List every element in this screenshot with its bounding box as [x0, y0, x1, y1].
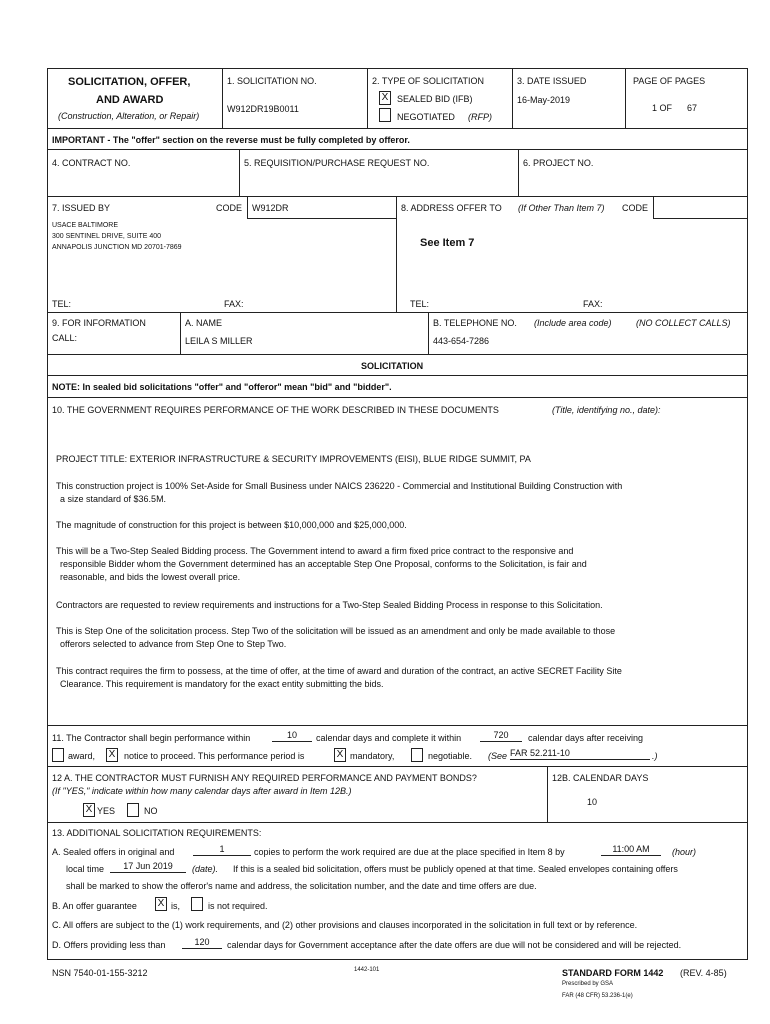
item-10-label-italic: (Title, identifying no., date):: [552, 405, 661, 415]
guarantee-is-checkbox[interactable]: X: [155, 897, 167, 911]
standard-form-rev: (REV. 4-85): [680, 968, 727, 978]
item-11-text1: 11. The Contractor shall begin performance within: [52, 733, 251, 743]
step-one-line1: This is Step One of the solicitation process. Step Two of the solicitation will be issued as an amendment and only be made available to those: [56, 626, 616, 636]
for-info-label-2: CALL:: [52, 333, 78, 343]
form-title-line2: AND AWARD: [96, 94, 164, 106]
review-text: Contractors are requested to review requirements and instructions for a Two-Step Sealed Bidding Process in response to this Solicitation.: [56, 600, 603, 610]
offer-fax-label: FAX:: [583, 299, 603, 309]
guarantee-isnot-label: is not required.: [208, 901, 268, 911]
project-no-label: 6. PROJECT NO.: [523, 158, 594, 168]
date-label: (date).: [192, 864, 219, 874]
solicitation-no-label: 1. SOLICITATION NO.: [227, 76, 317, 86]
page-of-value: 1 OF: [652, 103, 673, 113]
negotiable-label: negotiable.: [428, 751, 473, 761]
type-label: 2. TYPE OF SOLICITATION: [372, 76, 485, 86]
clearance-line2: Clearance. This requirement is mandatory for the exact entity submitting the bids.: [60, 679, 384, 689]
negotiated-checkbox[interactable]: [379, 108, 391, 122]
mandatory-label: mandatory,: [350, 751, 395, 761]
item-12a-label: 12 A. THE CONTRACTOR MUST FURNISH ANY REQUIRED PERFORMANCE AND PAYMENT BONDS?: [52, 773, 477, 783]
issuer-address-line3: ANNAPOLIS JUNCTION MD 20701-7869: [52, 244, 182, 251]
issuer-fax-label: FAX:: [224, 299, 244, 309]
prescribed-by: Prescribed by GSA: [562, 981, 614, 987]
item-12b-value: 10: [587, 797, 598, 807]
bonds-no-label: NO: [144, 806, 158, 816]
item-13a-text5: shall be marked to show the offeror's name and address, the solicitation number, and the date and time offers are due.: [66, 881, 537, 891]
telephone-value: 443-654-7286: [433, 336, 490, 346]
standard-form-name: STANDARD FORM 1442: [562, 968, 664, 978]
page-of-pages-label: PAGE OF PAGES: [633, 76, 706, 86]
issuer-address-line2: 300 SENTINEL DRIVE, SUITE 400: [52, 233, 162, 240]
issuer-address-line1: USACE BALTIMORE: [52, 222, 118, 229]
copies-field[interactable]: 1: [193, 843, 251, 856]
due-time-field[interactable]: 11:00 AM: [601, 843, 661, 856]
see-close: .): [652, 751, 658, 761]
acceptance-days-field[interactable]: 120: [182, 936, 222, 949]
solicitation-no-value: W912DR19B0011: [227, 104, 299, 114]
process-line1: This will be a Two-Step Sealed Bidding process. The Government intend to award a firm fixed price contract to the responsive and: [56, 546, 574, 556]
issued-code-value: W912DR: [252, 203, 289, 213]
item-13-label: 13. ADDITIONAL SOLICITATION REQUIREMENTS:: [52, 828, 262, 838]
start-days-field[interactable]: 10: [272, 729, 312, 742]
far-reference-field[interactable]: FAR 52.211-10: [510, 747, 650, 760]
clearance-line1: This contract requires the firm to possess, at the time of offer, at the time of award and duration of the contract, an active SECRET Facility Site: [56, 666, 622, 676]
no-collect-note: (NO COLLECT CALLS): [636, 318, 731, 328]
issued-code-label: CODE: [216, 203, 243, 213]
address-offer-code-label: CODE: [622, 203, 649, 213]
bonds-yes-checkbox[interactable]: X: [83, 803, 95, 817]
bonds-yes-label: YES: [97, 806, 116, 816]
nsn-number: NSN 7540-01-155-3212: [52, 968, 148, 978]
issuer-tel-label: TEL:: [52, 299, 72, 309]
address-offer-other: (If Other Than Item 7): [518, 203, 605, 213]
issued-by-label: 7. ISSUED BY: [52, 203, 111, 213]
item-13c-text: C. All offers are subject to the (1) work requirements, and (2) other provisions and clauses incorporated in the solicitation in full text or by reference.: [52, 920, 638, 930]
solicitation-heading: SOLICITATION: [361, 361, 424, 371]
guarantee-isnot-checkbox[interactable]: [191, 897, 203, 911]
form-frame: [47, 68, 748, 960]
negotiated-label: NEGOTIATED: [397, 112, 455, 122]
important-notice: IMPORTANT - The "offer" section on the reverse must be fully completed by offeror.: [52, 135, 410, 145]
form-title-line3: (Construction, Alteration, or Repair): [58, 111, 200, 121]
guarantee-is-label: is,: [171, 901, 180, 911]
contact-name-label: A. NAME: [185, 318, 223, 328]
setaside-line2: a size standard of $36.5M.: [60, 494, 167, 504]
award-label: award,: [68, 751, 96, 761]
item-13b-text1: B. An offer guarantee: [52, 901, 137, 911]
contact-name-value: LEILA S MILLER: [185, 336, 253, 346]
requisition-label: 5. REQUISITION/PURCHASE REQUEST NO.: [244, 158, 430, 168]
address-offer-label: 8. ADDRESS OFFER TO: [401, 203, 502, 213]
item-13d-text1: D. Offers providing less than: [52, 940, 166, 950]
project-title: PROJECT TITLE: EXTERIOR INFRASTRUCTURE & SECURITY IMPROVEMENTS (EISI), BLUE RIDGE SUMMIT, PA: [56, 454, 531, 464]
magnitude-text: The magnitude of construction for this project is between $10,000,000 and $25,000,000.: [56, 520, 407, 530]
award-checkbox[interactable]: [52, 748, 64, 762]
negotiable-checkbox[interactable]: [411, 748, 423, 762]
page-total-value: 67: [687, 103, 698, 113]
item-11-text3: calendar days after receiving: [528, 733, 644, 743]
item-12a-note: (If "YES," indicate within how many calendar days after award in Item 12B.): [52, 786, 352, 796]
item-13a-text3: local time: [66, 864, 105, 874]
ntp-label: notice to proceed. This performance period is: [124, 751, 305, 761]
sealed-bid-checkbox[interactable]: X: [379, 91, 391, 105]
process-line3: reasonable, and bids the lowest overall price.: [60, 572, 241, 582]
process-line2: responsible Bidder whom the Government determined has an acceptable Step One Proposal, conforms to the Solicitation, is fair and: [60, 559, 587, 569]
setaside-line1: This construction project is 100% Set-Aside for Small Business under NAICS 236220 - Commercial and Institutional Building Construction with: [56, 481, 623, 491]
form-title-line1: SOLICITATION, OFFER,: [68, 76, 191, 88]
item-12b-label: 12B. CALENDAR DAYS: [552, 773, 649, 783]
see-item-7: See Item 7: [420, 237, 475, 249]
for-info-label-1: 9. FOR INFORMATION: [52, 318, 146, 328]
telephone-label: B. TELEPHONE NO.: [433, 318, 517, 328]
form-code: 1442-101: [354, 967, 380, 973]
item-13a-text2: copies to perform the work required are due at the place specified in Item 8 by: [254, 847, 565, 857]
negotiated-rfp: (RFP): [468, 112, 492, 122]
mandatory-checkbox[interactable]: X: [334, 748, 346, 762]
complete-days-field[interactable]: 720: [480, 729, 522, 742]
far-citation: FAR (48 CFR) 53.236-1(e): [562, 993, 633, 999]
area-code-note: (Include area code): [534, 318, 612, 328]
note-text: NOTE: In sealed bid solicitations "offer" and "offeror" mean "bid" and "bidder".: [52, 382, 392, 392]
ntp-checkbox[interactable]: X: [106, 748, 118, 762]
due-date-field[interactable]: 17 Jun 2019: [110, 860, 186, 873]
offer-tel-label: TEL:: [410, 299, 430, 309]
bonds-no-checkbox[interactable]: [127, 803, 139, 817]
see-label: (See: [488, 751, 508, 761]
date-issued-label: 3. DATE ISSUED: [517, 76, 587, 86]
item-13a-text1: A. Sealed offers in original and: [52, 847, 175, 857]
item-13a-text4: If this is a sealed bid solicitation, offers must be publicly opened at that time. Sealed envelopes containing offers: [233, 864, 678, 874]
contract-no-label: 4. CONTRACT NO.: [52, 158, 131, 168]
item-10-label: 10. THE GOVERNMENT REQUIRES PERFORMANCE OF THE WORK DESCRIBED IN THESE DOCUMENTS: [52, 405, 499, 415]
item-13d-text2: calendar days for Government acceptance after the date offers are due will not be considered and will be rejected.: [227, 940, 682, 950]
date-issued-value: 16-May-2019: [517, 95, 571, 105]
sealed-bid-label: SEALED BID (IFB): [397, 94, 473, 104]
hour-label: (hour): [672, 847, 697, 857]
step-one-line2: offerors selected to advance from Step One to Step Two.: [60, 639, 287, 649]
item-11-text2: calendar days and complete it within: [316, 733, 462, 743]
